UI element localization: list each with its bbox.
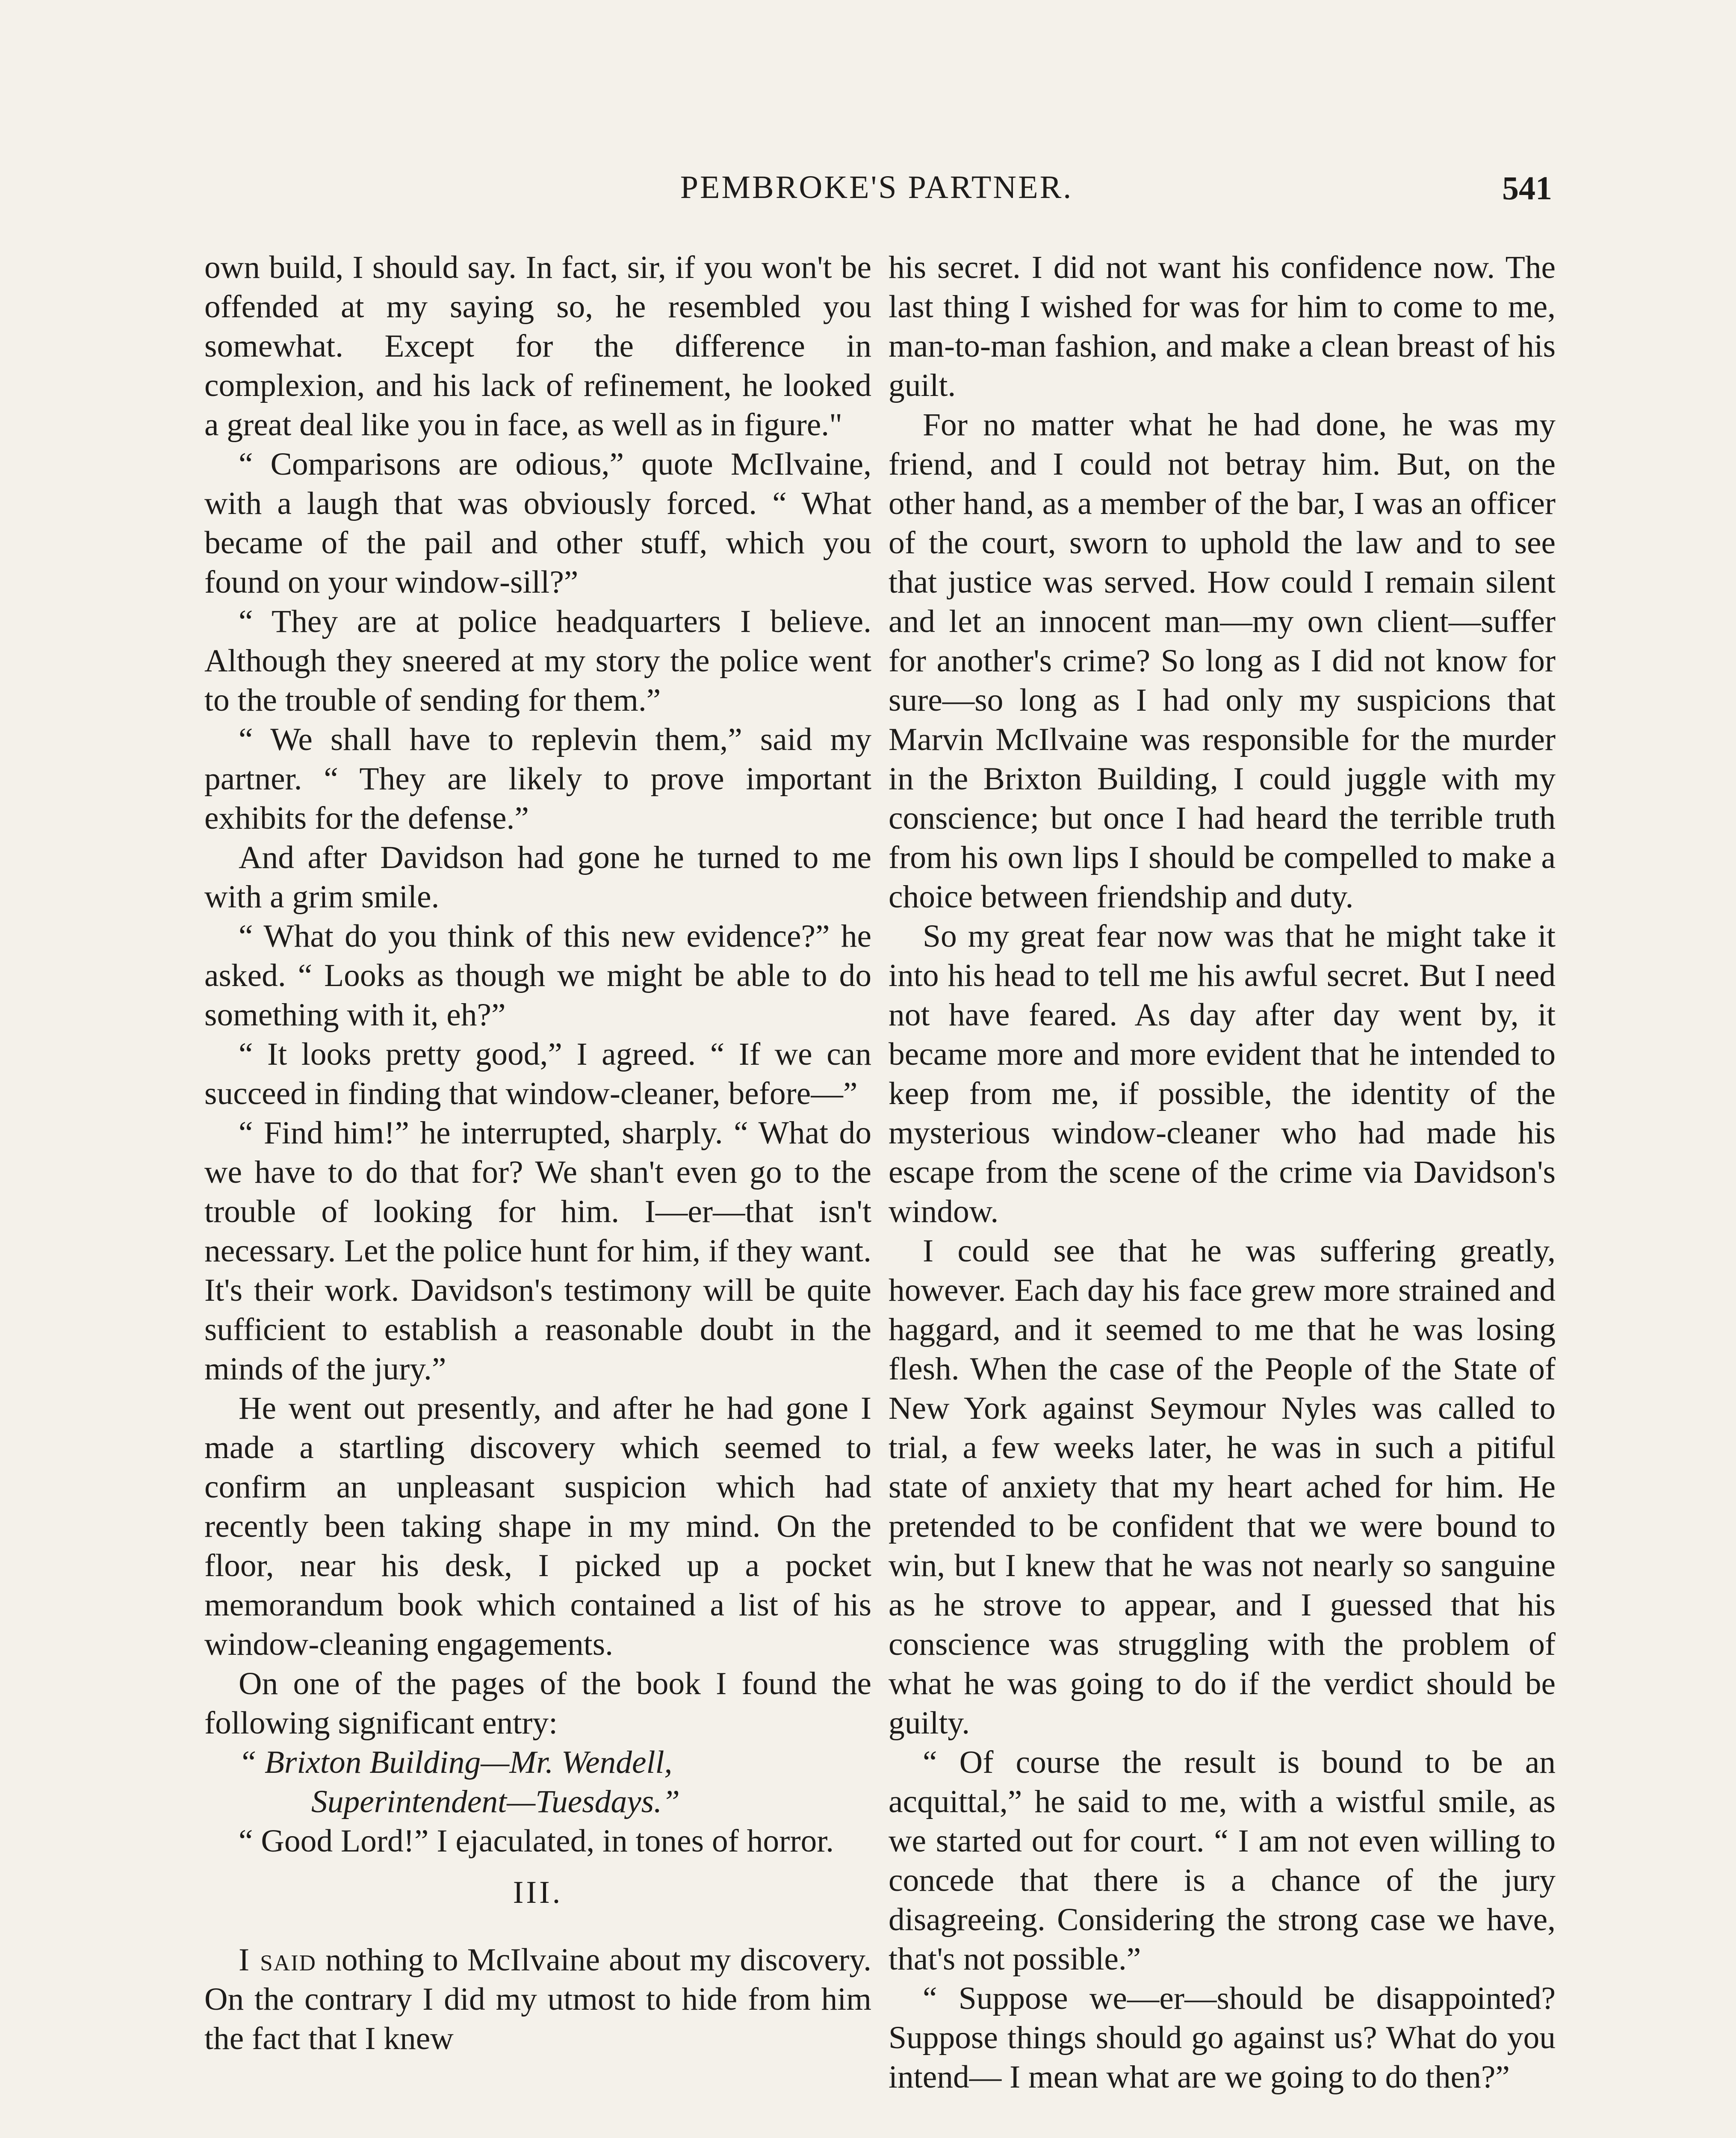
section-heading: III. (513, 1875, 563, 1910)
paragraph: He went out presently, and after he had gone I made a startling discovery which seemed to confirm an unpleasant suspicion which had recently been taking shape in my mind. On the floor, near his desk, I picked up a pocket memorandum book which contained a list of his window-cleaning engagements. (204, 1391, 871, 1662)
entry-line: Superintendent—Tuesdays.” (311, 1784, 680, 1819)
paragraph: I could see that he was suffering greatly, however. Each day his face grew more strained and haggard, and it seemed to me that he was losing flesh. When the case of the People of the State of New York against Seymour Nyles was called to trial, a few weeks later, he was in such a pitiful state of anxiety that my heart ached for him. He pretended to be confident that we were bound to win, but I knew that he was not nearly so sanguine as he strove to appear, and I guessed that his conscience was struggling with the problem of what he was going to do if the verdict should be guilty. (889, 1233, 1556, 1741)
paragraph: So my great fear now was that he might take it into his head to tell me his awful secret. But I need not have feared. As day after day went by, it became more and more evident that he intended to keep from me, if possible, the identity of the mysterious window-cleaner who had made his escape from the scene of the crime via Davidson's window. (889, 918, 1556, 1229)
entry-line: “ Brixton Building—Mr. Wendell, (239, 1745, 673, 1780)
paragraph: “ Of course the result is bound to be an acquittal,” he said to me, with a wistful smile, as we started out for court. “ I am not even willing to concede that there is a chance of the jury disagreeing. Considering the strong case we have, that's not possible.” (889, 1745, 1556, 1977)
running-title: PEMBROKE'S PARTNER. (680, 169, 1073, 205)
paragraph: “ Find him!” he interrupted, sharply. “ What do we have to do that for? We shan't even go to the trouble of looking for him. I—er—that isn't necessary. Let the police hunt for him, if they want. It's their work. Davidson's testimony will be quite sufficient to establish a reasonable doubt in the minds of the jury.” (204, 1115, 871, 1387)
paragraph: And after Davidson had gone he turned to me with a grim smile. (204, 840, 871, 915)
paragraph: “ They are at police headquarters I believe. Although they sneered at my story the police went to the trouble of sending for them.” (204, 604, 871, 718)
right-column (889, 248, 1556, 2097)
memorandum-entry (204, 1743, 871, 1822)
paragraph-text: nothing to McIlvaine about my discovery. On the contrary I did my utmost to hide from him the fact that I knew (204, 1942, 871, 2056)
paragraph: his secret. I did not want his confidence now. The last thing I wished for was for him to come to me, man-to-man fashion, and make a clean breast of his guilt. (889, 250, 1556, 403)
paragraph: “ We shall have to replevin them,” said my partner. “ They are likely to prove important exhibits for the defense.” (204, 722, 871, 836)
paragraph (204, 1940, 871, 2058)
paragraph: For no matter what he had done, he was my friend, and I could not betray him. But, on the other hand, as a member of the bar, I was an officer of the court, sworn to uphold the law and to see that justice was served. How could I remain silent and let an innocent man—my own client—suffer for another's crime? So long as I did not know for sure—so long as I had only my suspicions that Marvin McIlvaine was responsible for the murder in the Brixton Building, I could juggle with my conscience; but once I had heard the terrible truth from his own lips I should be compelled to make a choice between friendship and duty. (889, 407, 1556, 915)
paragraph: “ It looks pretty good,” I agreed. “ If we can succeed in finding that window-cleaner, before—” (204, 1037, 871, 1111)
page-header (0, 169, 1736, 220)
paragraph: “ Good Lord!” I ejaculated, in tones of horror. (239, 1823, 834, 1859)
paragraph: “ Suppose we—er—should be disappointed? Suppose things should go against us? What do you intend— I mean what are we going to do then?” (889, 1981, 1556, 2095)
paragraph: “ Comparisons are odious,” quote McIlvaine, with a laugh that was obviously forced. “ What became of the pail and other stuff, which you found on your window-sill?” (204, 446, 871, 600)
left-column (204, 248, 871, 2058)
paragraph: “ What do you think of this new evidence?” he asked. “ Looks as though we might be able to do something with it, eh?” (204, 918, 871, 1033)
page-number: 541 (1502, 169, 1552, 207)
small-caps-lead: I said (239, 1942, 316, 1978)
paragraph: own build, I should say. In fact, sir, if you won't be offended at my saying so, he resembled you somewhat. Except for the difference in complexion, and his lack of refinement, he looked a great deal like you in face, as well as in figure." (204, 250, 871, 443)
paragraph: On one of the pages of the book I found the following significant entry: (204, 1666, 871, 1741)
